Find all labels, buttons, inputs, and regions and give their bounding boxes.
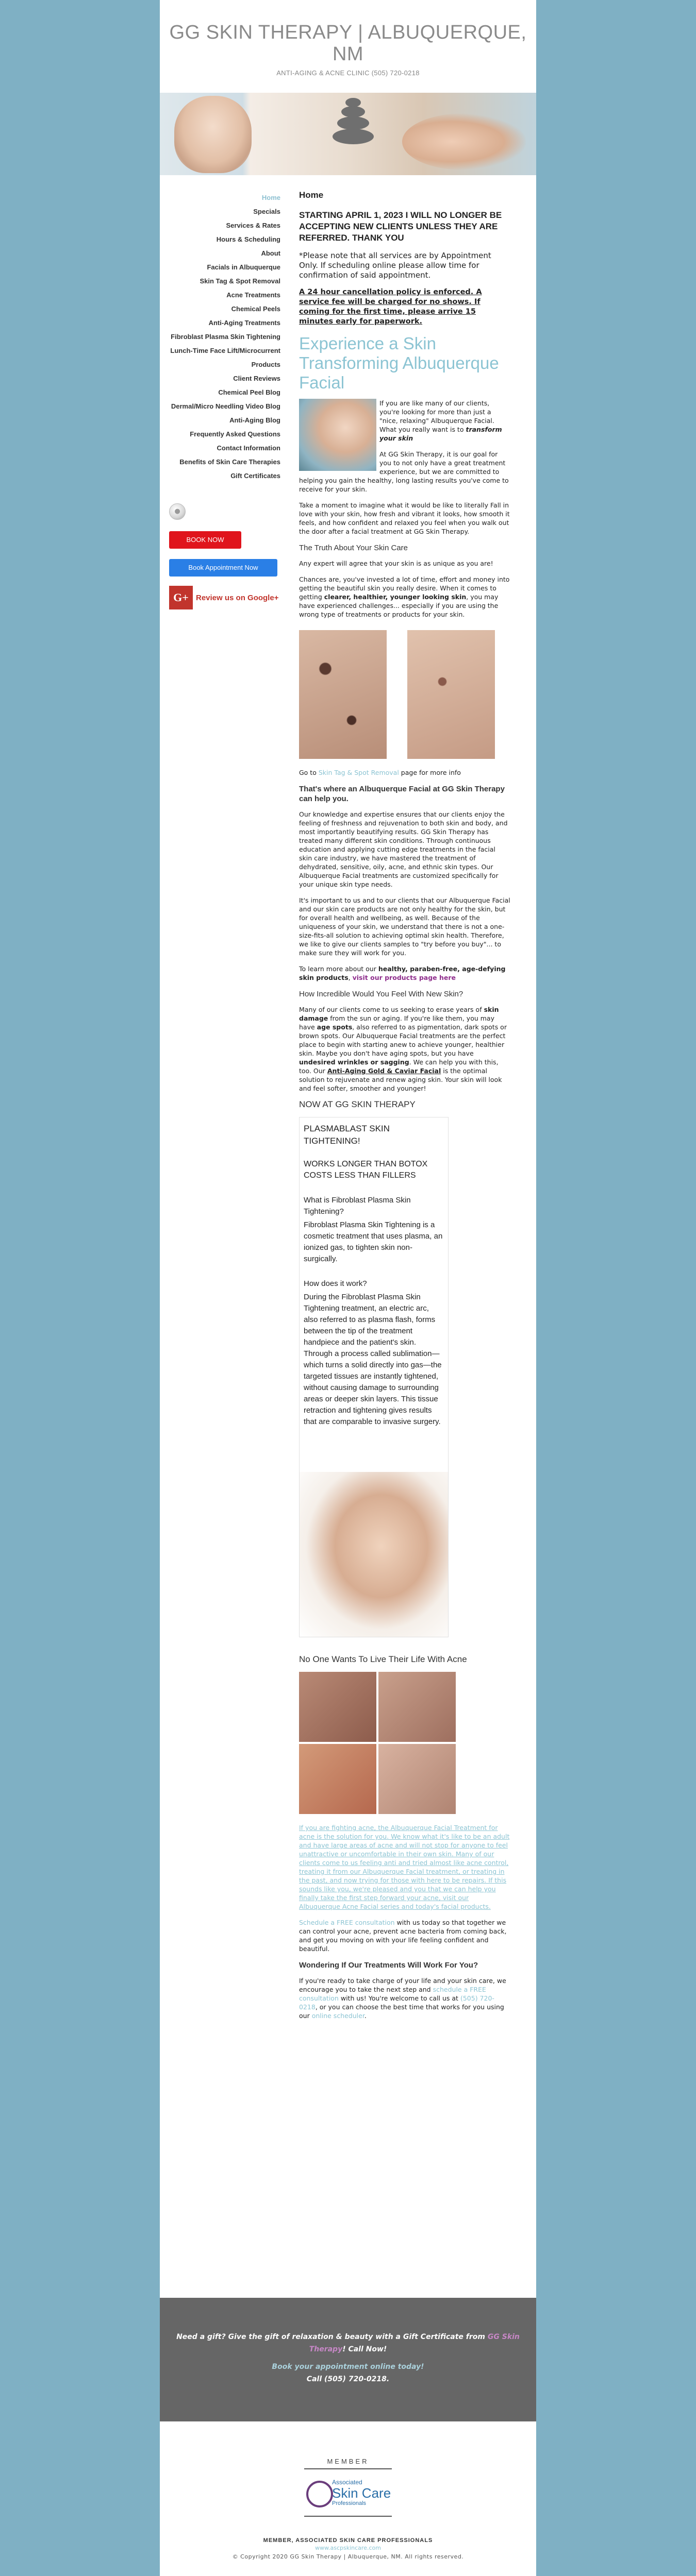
intro-block	[299, 399, 510, 494]
nav-item-products[interactable]: Products	[251, 361, 280, 368]
nav-item-anti-aging[interactable]: Anti-Aging Treatments	[208, 319, 280, 327]
main-nav	[160, 191, 283, 483]
plasma-a2: During the Fibroblast Plasma Skin Tightening treatment, an electric arc, also referred to as plasma flash, forms between the tip of the treatment handpiece and the patient's skin. Through a process called sublimation—which turns a solid directly into gas—the targeted tissues are instantly tightened, without causing damage to surrounding areas or deeper skin layers. This tissue retraction and tightening gives results that are comparable to invasive surgery.	[304, 1293, 442, 1426]
nav-item-needling-blog[interactable]: Dermal/Micro Needling Video Blog	[171, 402, 280, 410]
nav-item-home[interactable]: Home	[261, 194, 280, 201]
skin-after-photo	[407, 630, 495, 759]
plasma-a1: Fibroblast Plasma Skin Tightening is a cosmetic treatment that uses plasma, an ionized gas, to tighten skin non-surgically.	[304, 1221, 443, 1263]
copyright: © Copyright 2020 GG Skin Therapy | Albuquerque, NM. All rights reserved.	[232, 2553, 464, 2560]
acne-photo-2	[378, 1672, 456, 1742]
member-label: MEMBER	[327, 2458, 369, 2465]
cancellation-policy: A 24 hour cancellation policy is enforced. A service fee will be charged for no shows. If coming for the first time, please arrive 15 minutes early for paperwork.	[299, 288, 482, 326]
appointment-notice: *Please note that all services are by Appointment Only. If scheduling online please allow time for confirmation of said appointment.	[299, 251, 491, 280]
google-plus-icon: G+	[169, 586, 193, 609]
nav-item-faq[interactable]: Frequently Asked Questions	[190, 430, 280, 438]
help-paragraph-2: It's important to us and to our clients that our Albuquerque Facial and our skin care products are not only healthy for the skin, but for overall health and wellbeing, as well. Because of the uniqueness of your skin, we understand that there is not a one-size-fits-all solution to achieving optimal skin health. Therefore, we like to give our clients samples to "try before you buy"... to make sure they will work for you.	[299, 896, 510, 957]
header-banner-image	[160, 93, 536, 175]
nav-item-chemical-peels[interactable]: Chemical Peels	[231, 305, 280, 313]
help-paragraph-1: Our knowledge and expertise ensures that our clients enjoy the feeling of freshness and rejuvenation to both skin and body, and most importantly beautifying results. GG Skin Therapy has treated many different skin conditions. Through continuous education and applying cutting edge treatments in the facial skin care industry, we have mastered the treatment of dehydrated, sensitive, oily, acne, and ethnic skin types. Our Albuquerque Facial treatments are customized specifically for your unique skin type needs.	[299, 810, 508, 888]
nav-item-reviews[interactable]: Client Reviews	[233, 375, 280, 382]
plasma-head: PLASMABLAST SKIN TIGHTENING!	[304, 1124, 390, 1146]
nav-item-specials[interactable]: Specials	[253, 208, 280, 215]
acne-photos	[299, 1672, 510, 1814]
nav-item-benefits[interactable]: Benefits of Skin Care Therapies	[179, 458, 280, 466]
skin-before-photo	[299, 630, 387, 759]
online-scheduler-link[interactable]: online scheduler	[311, 2012, 364, 2020]
plasma-q1: What is Fibroblast Plasma Skin Tightening?	[304, 1196, 411, 1216]
free-consult-link[interactable]: Schedule a FREE consultation	[299, 1919, 395, 1926]
wonder-paragraph: If you're ready to take charge of your life and your skin care, we encourage you to take the next step and schedule a FREE consultation with us! You're welcome to call us at (505) 720-0218, or you can choose the best time that works for you using our online scheduler.	[299, 1977, 506, 2020]
site-title[interactable]: GG SKIN THERAPY | ALBUQUERQUE, NM	[169, 22, 527, 65]
logo-professionals: Professionals	[332, 2500, 367, 2506]
nav-item-skin-tag[interactable]: Skin Tag & Spot Removal	[200, 277, 280, 285]
incredible-paragraph: Many of our clients come to us seeking to erase years of skin damage from the sun or aging. If you're like them, you may have age spots, also referred to as pigmentation, dark spots or brown spots. Our Albuquerque Facial treatments are the perfect place to begin with starting anew to achieve younger, healthier skin. Maybe you don't have aging spots, but you have undesired wrinkles or sagging. We can help you with this, too. Our Anti-Aging Gold & Caviar Facial is the optimal solution to rejuvenate and renew aging skin. Your skin will look and feel softer, smoother and younger!	[299, 1006, 507, 1092]
announcement: STARTING APRIL 1, 2023 I WILL NO LONGER BE ACCEPTING NEW CLIENTS UNLESS THEY ARE REFERRED. THANK YOU	[299, 210, 502, 243]
phone-link[interactable]: (505) 720-0218	[299, 1994, 494, 2011]
acne-photo-3	[299, 1744, 376, 1814]
acne-heading: No One Wants To Live Their Life With Acne	[299, 1654, 467, 1664]
imagine-paragraph: Take a moment to imagine what it would be like to literally Fall in love with your skin, how fresh and vibrant it looks, how smooth it feels, and how confident and relaxed you feel when you walk out the door after a facial treatment at GG Skin Therapy.	[299, 501, 510, 535]
ascp-circle-icon	[306, 2481, 333, 2507]
sidebar	[160, 191, 283, 609]
gift-link[interactable]: GG Skin Therapy	[309, 2333, 520, 2353]
book-online-line[interactable]: Book your appointment online today!	[272, 2363, 424, 2371]
member-footer: MEMBER, ASSOCIATED SKIN CARE PROFESSIONALS	[263, 2537, 433, 2544]
intro-paragraph: If you are like many of our clients, you're looking for more than just a "nice, relaxing" Albuquerque Facial. What you really want is to transform your skin	[379, 399, 502, 442]
nav-item-contact[interactable]: Contact Information	[217, 444, 280, 452]
schedule-paragraph: Schedule a FREE consultation with us today so that together we can control your acne, prevent acne bacteria from coming back, and get you moving on with your life feeling confident and beautiful.	[299, 1919, 507, 1953]
site-subtitle: ANTI-AGING & ACNE CLINIC (505) 720-0218	[276, 69, 420, 77]
review-text: Review us on Google+	[196, 593, 279, 602]
plasma-sub: WORKS LONGER THAN BOTOX COSTS LESS THAN FILLERS	[304, 1160, 428, 1180]
breadcrumb: Home	[299, 190, 324, 200]
banner-face-image	[174, 96, 252, 173]
plasma-q2: How does it work?	[304, 1279, 367, 1288]
nav-item-peel-blog[interactable]: Chemical Peel Blog	[218, 388, 280, 396]
page-heading: Experience a Skin Transforming Albuquerque Facial	[299, 334, 499, 392]
goto-line: Go to Skin Tag & Spot Removal page for more info	[299, 769, 461, 776]
nav-item-fibroblast[interactable]: Fibroblast Plasma Skin Tightening	[171, 333, 280, 341]
google-review-badge[interactable]	[169, 586, 283, 609]
facial-photo	[299, 399, 376, 471]
main-content	[299, 191, 510, 2027]
skin-photos	[299, 630, 510, 759]
book-appointment-button[interactable]: Book Appointment Now	[169, 559, 277, 577]
gold-caviar-link[interactable]: Anti-Aging Gold & Caviar Facial	[327, 1067, 441, 1075]
truth-paragraph-1: Any expert will agree that your skin is as unique as you are!	[299, 560, 493, 567]
nav-item-gift[interactable]: Gift Certificates	[230, 472, 280, 480]
member-section	[160, 2458, 536, 2560]
acne-photo-1	[299, 1672, 376, 1742]
gift-line: Need a gift? Give the gift of relaxation & beauty with a Gift Certificate from GG Skin Therapy! Call Now!	[176, 2333, 520, 2353]
nav-item-about[interactable]: About	[261, 249, 280, 257]
wonder-consult-link[interactable]: schedule a FREE consultation	[299, 1986, 486, 2002]
acne-photo-4	[378, 1744, 456, 1814]
nav-item-hours-scheduling[interactable]: Hours & Scheduling	[216, 235, 280, 243]
page	[160, 0, 536, 2576]
banner-stones-image	[330, 98, 376, 155]
wonder-heading: Wondering If Our Treatments Will Work For You?	[299, 1961, 478, 1970]
products-link[interactable]: visit our products page here	[352, 974, 456, 981]
acne-paragraph-link[interactable]: If you are fighting acne, the Albuquerque Facial Treatment for acne is the solution for you. We know what it's like to be an adult and have large areas of acne and will not stop for anyone to feel unattractive or uncomfortable in their own skin. Many of our clients come to us feeling anti and tried almost like acne control, treating it from our Albuquerque Facial treatment, or treating in the past, and now trying for those with here to be repairs. If this sounds like you, we're pleased and you that we can help you finally take the first step forward your acne, visit our Albuquerque Acne Facial series and today's facial products.	[299, 1824, 510, 1910]
book-now-button[interactable]: BOOK NOW	[169, 531, 241, 549]
call-line: Call (505) 720-0218.	[306, 2375, 390, 2383]
help-heading: That's where an Albuquerque Facial at GG Skin Therapy can help you.	[299, 785, 505, 803]
site-header	[160, 0, 536, 93]
nav-item-services-rates[interactable]: Services & Rates	[226, 222, 280, 229]
truth-heading: The Truth About Your Skin Care	[299, 544, 408, 552]
face-diagram-image	[300, 1472, 448, 1637]
ascp-link[interactable]: www.ascpskincare.com	[315, 2545, 381, 2551]
intro-paragraph-2: At GG Skin Therapy, it is our goal for you to not only have a great treatment experience, but we are committed to helping you gain the healthy, long lasting results you've come to receive for your skin.	[299, 450, 509, 493]
plasma-flyer	[299, 1117, 449, 1637]
nav-item-face-lift[interactable]: Lunch-Time Face Lift/Microcurrent	[170, 347, 280, 354]
nav-item-acne[interactable]: Acne Treatments	[226, 291, 280, 299]
banner-spa-image	[402, 113, 526, 170]
truth-paragraph-2: Chances are, you've invested a lot of time, effort and money into getting the beautiful skin you really desire. When it comes to getting clearer, healthier, younger looking skin, you may have experienced challenges... especially if you are using the wrong type of treatments or products for your skin.	[299, 575, 510, 618]
skin-tag-link[interactable]: Skin Tag & Spot Removal	[318, 769, 399, 776]
logo-associated: Associated	[332, 2479, 362, 2486]
nav-item-anti-aging-blog[interactable]: Anti-Aging Blog	[229, 416, 280, 424]
logo-skin-care: Skin Care	[332, 2485, 391, 2501]
share-icon[interactable]: ●	[169, 503, 186, 520]
nav-item-facials[interactable]: Facials in Albuquerque	[207, 263, 280, 271]
now-heading: NOW AT GG SKIN THERAPY	[299, 1099, 416, 1109]
ascp-logo[interactable]	[304, 2468, 392, 2517]
incredible-heading: How Incredible Would You Feel With New Skin?	[299, 990, 463, 998]
footer-cta	[160, 2298, 536, 2421]
learn-more-paragraph: To learn more about our healthy, paraben-free, age-defying skin products, visit our products page here	[299, 965, 506, 981]
